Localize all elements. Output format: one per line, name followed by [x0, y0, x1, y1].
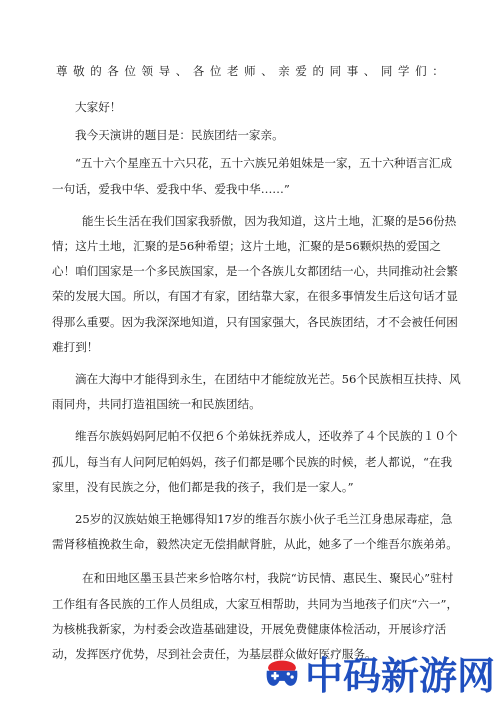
greeting-paragraph: 大家好！	[75, 100, 122, 114]
anipa-story-paragraph: 维吾尔族妈妈阿尼帕不仅把６个弟妹抚养成人，还收养了４个民族的１０个孤儿，每当有人问阿尼帕妈妈，孩子们都是哪个民族的时候，老人都说，“在我家里，没有民族之分，他们都是我的孩子，我们是一家人。”	[52, 429, 458, 494]
game-controller-logo-icon	[263, 644, 301, 700]
salutation: 尊敬的各位领导、各位老师、亲爱的同事、同学们：	[56, 64, 450, 78]
speech-body	[52, 95, 462, 667]
watermark-text: 中码新游网	[304, 653, 495, 698]
site-watermark	[263, 644, 495, 700]
village-work-paragraph: 在和田地区墨玉县芒来乡恰喀尔村，我院“访民情、惠民生、聚民心”驻村工作组有各民族的工作人员组成，大家互相帮助，共同为当地孩子们庆“六一”，为核桃我新家，为村委会改造基础建设，开展免费健康体检活动，开展诊疗活动，发挥医疗优势，尽到社会责任，为基层群众做好医疗服务。	[52, 571, 459, 662]
title-paragraph: 我今天演讲的题目是：民族团结一家亲。	[75, 128, 284, 143]
unity-paragraph: 滴在大海中才能得到永生，在团结中才能绽放光芒。56个民族相互扶持、风雨同舟，共同打造祖国统一和民族团结。	[52, 372, 461, 412]
song-quote-paragraph: “五十六个星座五十六只花，五十六族兄弟姐妹是一家，五十六种语言汇成一句话，爱我中华、爱我中华、爱我中华……”	[52, 156, 452, 196]
wang-yanna-story-paragraph: 25岁的汉族姑娘王艳娜得知17岁的维吾尔族小伙子毛兰江身患尿毒症，急需肾移植挽救生命，毅然决定无偿捐献肾脏，从此，她多了一个维吾尔族弟弟。	[52, 512, 458, 552]
pride-paragraph: 能生长生活在我们国家我骄傲，因为我知道，这片土地，汇聚的是56份热情；这片土地，汇聚的是56种希望；这片土地，汇聚的是56颗炽热的爱国之心！咱们国家是一个多民族国家，是一个各族儿女都团结一心，共同推动社会繁荣的发展大国。所以，有国才有家，团结靠大家，在很多事情发生后这句话才显得那么重要。因为我深深地知道，只有国家强大，各民族团结，才不会被任何困难打到！	[52, 213, 458, 354]
